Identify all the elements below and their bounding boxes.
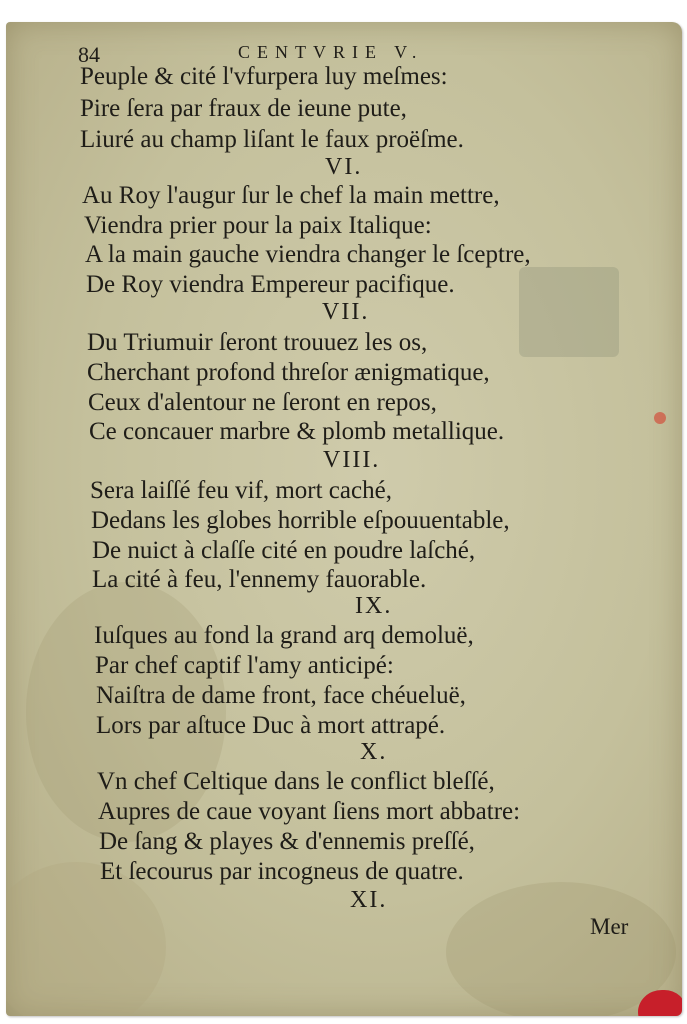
quatrain-number: VI. [325,154,363,180]
verse-line: Du Triumuir ſeront trouuez les os, [87,329,428,356]
verse-line: Cherchant profond threſor ænigmatique, [87,359,490,386]
running-title: CENTVRIE V. [238,42,424,62]
verse-line: Pire ſera par fraux de ieune pute, [80,95,407,122]
verse-line: Naiſtra de dame front, face chéueluë, [96,682,466,709]
quatrain-number: VIII. [323,447,381,473]
verse-line: Aupres de caue voyant ſiens mort abbatre: [98,798,521,825]
verse-line: Ceux d'alentour ne ſeront en repos, [88,389,437,416]
verse-line: Par chef captif l'amy anticipé: [95,652,394,679]
quatrain-number: VII. [322,299,370,325]
verse-line: Viendra prier pour la paix Italique: [84,212,432,239]
red-ink-spot [654,412,666,424]
verse-line: Lors par aſtuce Duc à mort attrapé. [96,712,446,739]
verse-line: Dedans les globes horrible eſpouuentable, [91,507,510,534]
page-number: 84 [78,42,100,67]
verse-line: Vn chef Celtique dans le conflict bleſſé, [97,768,495,795]
verse-line: A la main gauche viendra changer le ſceptre, [85,241,531,268]
bleed-through-ornament [519,267,619,357]
catchword: Mer [590,914,629,939]
quatrain-number: IX. [355,593,393,619]
verse-line: Au Roy l'augur ſur le chef la main mettre, [82,182,500,209]
quatrain-number: XI. [350,887,388,913]
verse-line: Sera laiſſé feu vif, mort caché, [90,477,392,504]
paper-stain [446,882,676,1016]
verse-line: De Roy viendra Empereur pacifique. [86,271,455,298]
verse-line: Iuſques au fond la grand arq demoluë, [94,622,474,649]
verse-line: Liuré au champ liſant le faux proëſme. [80,126,464,153]
verse-line: Peuple & cité l'vfurpera luy meſmes: [80,63,448,90]
red-wax-seal [638,990,682,1016]
verse-line: De nuict à claſſe cité en poudre laſché, [92,537,476,564]
verse-line: La cité à feu, l'ennemy fauorable. [92,566,427,593]
verse-line: Et ſecourus par incogneus de quatre. [100,858,464,885]
verse-line: Ce concauer marbre & plomb metallique. [89,418,505,445]
verse-line: De ſang & playes & d'ennemis preſſé, [99,828,475,855]
quatrain-number: X. [360,739,388,765]
